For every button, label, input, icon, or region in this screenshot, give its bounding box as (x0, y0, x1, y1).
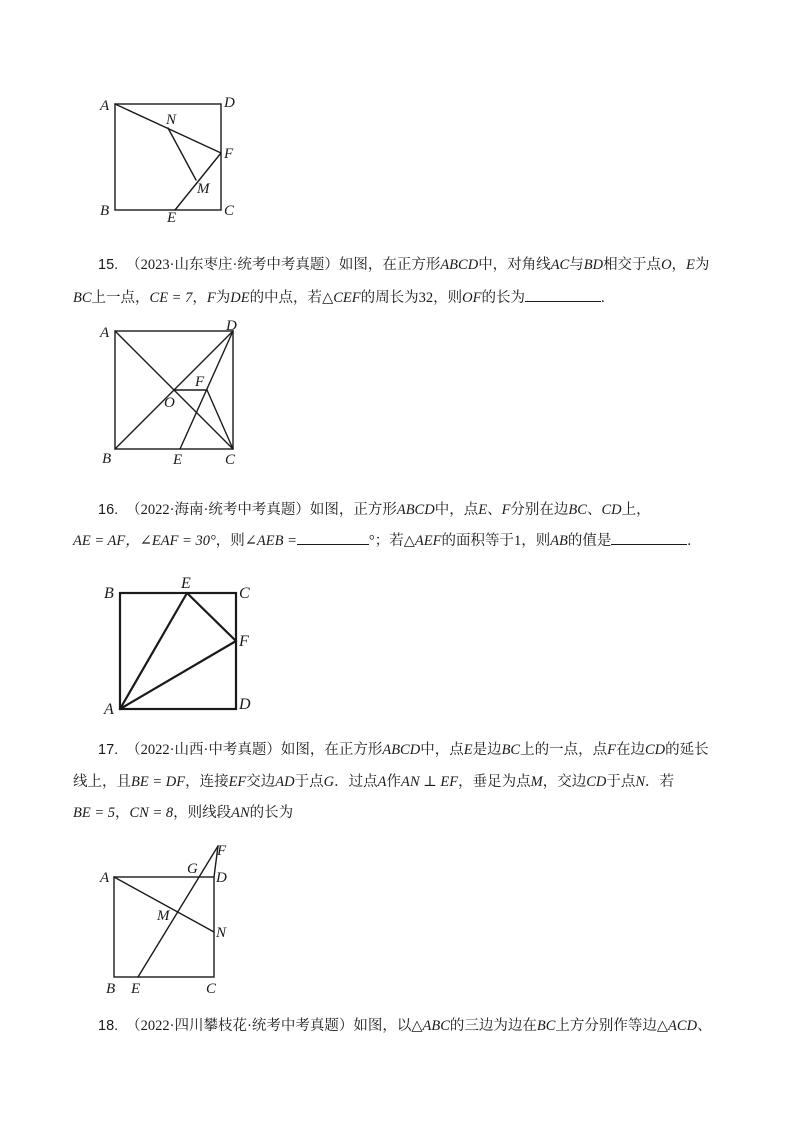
label-e: E (181, 575, 191, 592)
label-o: O (164, 395, 175, 411)
segment-ae (120, 593, 187, 709)
q17-math: F (607, 742, 616, 758)
q16-answer-blank-1[interactable] (297, 530, 369, 545)
label-a: A (100, 870, 110, 886)
q17-text: 线上，且 (73, 774, 131, 790)
q15-math: F (206, 290, 216, 306)
q15-text: 为 (215, 290, 231, 306)
q17-math: CD (586, 774, 607, 790)
q15-math: BD (583, 257, 604, 273)
label-d: D (216, 870, 227, 886)
q16-text: . (687, 533, 692, 549)
label-n: N (166, 112, 177, 128)
label-c: C (225, 452, 236, 468)
label-c: C (206, 981, 217, 997)
q16-math: F (501, 502, 511, 518)
label-f: F (224, 146, 234, 162)
q17-text: ，交边 (542, 774, 587, 790)
q16-text: 、 (586, 502, 602, 518)
q17-text: 是边 (472, 742, 502, 758)
q15-math: O (661, 257, 672, 273)
q17-text: 于点 (606, 774, 636, 790)
label-d: D (226, 318, 237, 334)
q16-math: △AEF (403, 533, 442, 549)
q15-text: ， (671, 257, 687, 273)
q18-text: 、 (697, 1018, 712, 1034)
q15-line1 (98, 255, 709, 275)
q18-source: （2022·四川攀枝花·统考中考真题） (126, 1018, 354, 1034)
q15-text: 相交于点 (603, 257, 662, 273)
q16-text: ，则 (215, 533, 245, 549)
label-b: B (104, 585, 114, 602)
q17-text: 上的一点，点 (520, 742, 608, 758)
label-m: M (197, 181, 210, 197)
q16-text: 如图，正方形 (309, 502, 397, 518)
q17-math: N (635, 774, 646, 790)
label-a: A (100, 98, 110, 114)
q15-math: OF (462, 290, 482, 306)
q17-text: ．过点 (334, 774, 378, 790)
q15-math: ABCD (440, 257, 479, 273)
q17-math: CN = 8 (129, 805, 174, 821)
q15-line2 (73, 287, 605, 308)
q17-math: CD (644, 742, 666, 758)
q15-source: （2023·山东枣庄·统考中考真题） (126, 257, 339, 273)
q17-math: AN ⊥ EF (400, 774, 459, 790)
label-m: M (157, 908, 170, 924)
q17-text: ，连接 (185, 774, 229, 790)
label-f: F (239, 633, 249, 650)
q15-math: DE (230, 290, 250, 306)
q17-text: 中，点 (420, 742, 464, 758)
q16-math: AE = AF，∠EAF = 30° (73, 533, 216, 549)
q17-text: 于点 (294, 774, 324, 790)
q16-math: AB (550, 533, 568, 549)
q16-math: ∠AEB = (244, 533, 297, 549)
q17-math: A (377, 774, 387, 790)
q17-math: AN (231, 805, 250, 821)
label-d: D (239, 696, 251, 713)
q15-number: 15. (98, 257, 119, 273)
q17-text: ，则线段 (173, 805, 232, 821)
q16-text: 分别在边 (510, 502, 569, 518)
q15-text: 与 (569, 257, 584, 273)
q17-math: BE = 5 (73, 805, 115, 821)
q16-answer-blank-2[interactable] (611, 530, 687, 545)
q15-text: 的长为 (481, 290, 525, 306)
q16-text: 的面积等于1，则 (441, 533, 551, 549)
q18-text: 如图，以 (353, 1018, 412, 1034)
segment-fc (207, 390, 233, 449)
q18-math: △ACD (656, 1018, 698, 1034)
figure-q15 (95, 315, 255, 470)
q16-number: 16. (98, 502, 119, 518)
label-a: A (100, 325, 110, 341)
segment-af (120, 641, 236, 709)
q15-text: ， (192, 290, 207, 306)
q16-math: CD (601, 502, 622, 518)
label-c: C (224, 203, 235, 219)
figure-q16 (95, 570, 265, 720)
q16-text: 上， (621, 502, 651, 518)
q16-text: 的值是 (567, 533, 612, 549)
q16-text: 、 (487, 502, 502, 518)
q16-line1 (98, 500, 651, 520)
q18-number: 18. (98, 1018, 119, 1034)
q17-math: AD (275, 774, 295, 790)
label-e: E (131, 981, 141, 997)
q17-line1 (98, 740, 709, 760)
label-c: C (239, 585, 250, 602)
q17-line2 (73, 772, 674, 792)
q15-text: 如图，在正方形 (338, 257, 441, 273)
q17-math: EF (228, 774, 247, 790)
q18-math: BC (536, 1018, 556, 1034)
q15-text: 为 (694, 257, 710, 273)
q17-math: ABCD (382, 742, 421, 758)
q15-text: 上一点， (91, 290, 150, 306)
q17-text: 的长为 (249, 805, 294, 821)
q17-number: 17. (98, 742, 119, 758)
q15-answer-blank[interactable] (525, 287, 601, 302)
label-g: G (187, 861, 198, 877)
q15-text: 的周长为32，则 (360, 290, 463, 306)
q17-math: G (323, 774, 335, 790)
q17-text: ，垂足为点 (458, 774, 531, 790)
q17-math: M (530, 774, 543, 790)
q15-math: E (686, 257, 695, 273)
figure-q17 (95, 838, 265, 998)
label-d: D (224, 95, 235, 111)
q15-text: . (600, 290, 605, 306)
q17-text: 在边 (615, 742, 645, 758)
q17-math: BC (501, 742, 521, 758)
q16-math: BC (568, 502, 587, 518)
q18-text: 的三边为边在 (449, 1018, 537, 1034)
q17-math: BE = DF (131, 774, 186, 790)
label-b: B (102, 451, 112, 467)
q17-text: 如图，在正方形 (280, 742, 383, 758)
q16-text: °；若 (368, 533, 404, 549)
q18-math: △ABC (411, 1018, 450, 1034)
label-a: A (104, 701, 114, 718)
q18-line1 (98, 1016, 712, 1036)
q16-line2 (73, 530, 691, 551)
segment-nm (168, 128, 196, 180)
label-f: F (195, 374, 205, 390)
label-e: E (167, 210, 177, 226)
q17-math: E (463, 742, 473, 758)
q16-math: ABCD (396, 502, 435, 518)
q17-text: 的延长 (665, 742, 709, 758)
q15-math: BC (73, 290, 92, 306)
q17-line3 (73, 803, 293, 823)
q16-math: E (478, 502, 488, 518)
q15-text: 中，对角线 (478, 257, 551, 273)
q15-text: 的中点，若 (249, 290, 323, 306)
q15-math: AC (550, 257, 570, 273)
label-b: B (100, 203, 110, 219)
label-b: B (106, 981, 116, 997)
label-e: E (173, 452, 183, 468)
label-n: N (216, 925, 227, 941)
q17-text: ．若 (645, 774, 675, 790)
q18-text: 上方分别作等边 (555, 1018, 657, 1034)
q16-source: （2022·海南·统考中考真题） (126, 502, 310, 518)
figure-q14 (95, 90, 255, 230)
q16-text: 中，点 (434, 502, 479, 518)
q17-source: （2022·山西·中考真题） (126, 742, 281, 758)
square-abcd (114, 877, 214, 977)
q15-math: CE = 7 (149, 290, 193, 306)
label-f: F (217, 843, 227, 859)
q15-math: △CEF (322, 290, 361, 306)
q17-text: 作 (386, 774, 401, 790)
q17-text: 交边 (246, 774, 276, 790)
q17-text: ， (115, 805, 130, 821)
segment-ef (187, 593, 236, 641)
